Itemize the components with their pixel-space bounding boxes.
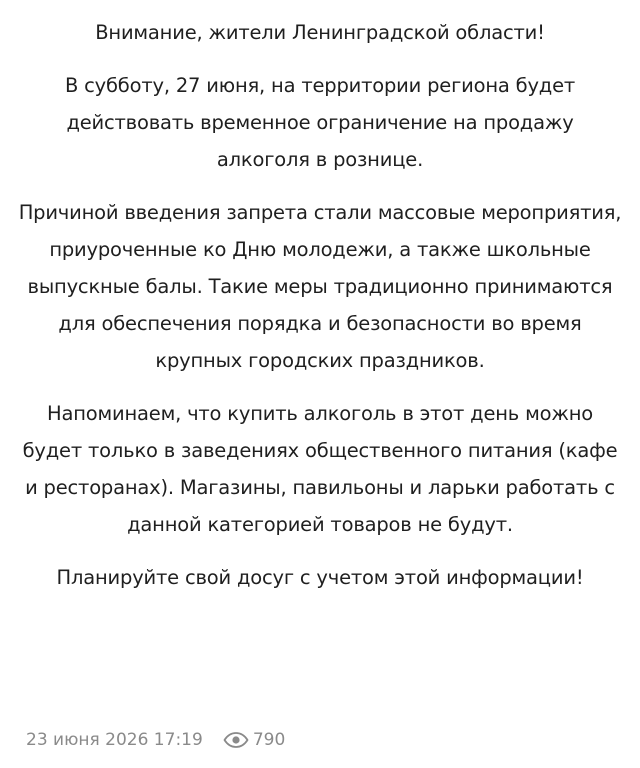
post-paragraph: Причиной введения запрета стали массовые мероприятия, приуроченные ко Дню молодежи, а также школьные выпускные балы. Такие меры традиционно принимаются для обеспечения порядка и безопасности во время крупных городских праздников. bbox=[18, 201, 622, 372]
view-counter bbox=[223, 730, 285, 750]
post-heading: Внимание, жители Ленинградской области! bbox=[95, 21, 545, 44]
post-paragraph: В субботу, 27 июня, на территории региона будет действовать временное ограничение на продажу алкоголя в рознице. bbox=[64, 74, 576, 171]
eye-icon bbox=[223, 732, 249, 748]
post-date: 23 июня 2026 17:19 bbox=[26, 730, 203, 750]
views-count: 790 bbox=[252, 730, 286, 750]
post-paragraph: Напоминаем, что купить алкоголь в этот день можно будет только в заведениях общественного питания (кафе и ресторанах). Магазины, павильоны и ларьки работать с данной категорией товаров не будут. bbox=[22, 402, 618, 536]
post-paragraph: Планируйте свой досуг с учетом этой информации! bbox=[56, 566, 584, 589]
post-meta bbox=[26, 730, 285, 750]
